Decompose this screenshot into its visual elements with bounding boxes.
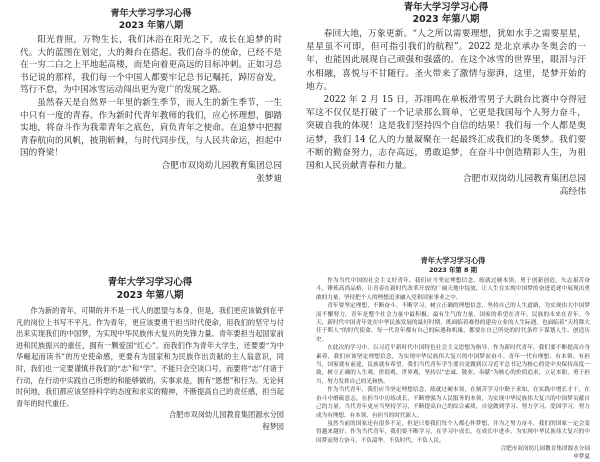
signature-org: 合肥市双岗幼儿园教育集团总园 [161, 160, 282, 171]
essay-paragraph: 虽然春天是自然界一年里的新生季节，而人生的新生季节，一生中只有一度的青春。作为新时代青年教师的我们，应心怀理想，脚踏实地，将奋斗作为我辈青年之底色，肩负青年之使命。在追梦中把握青春航向的风帆，披荆斩棘，与时代同步伐，与人民共命运，担起中国的脊梁！ [20, 97, 282, 159]
signature-name: 张梦迪 [256, 173, 282, 184]
essay-panel-bottom-left [10, 276, 290, 446]
signature-org: 合肥市双岗幼儿园教育集团总园 [462, 174, 586, 185]
signature-name: 申梦夏 [573, 454, 590, 461]
essay-issue: 2023 年第八期 [118, 21, 184, 31]
essay-issue: 2023 年第八期 [412, 14, 480, 25]
essay-paragraph: 虽然当前的国家还有很多不足，但是只要我们每个人都心怀梦想，并为之努力奋斗，我们的国家一定会变得越来越好。作为当代青年，我们要不断学习，在学习中成长，在成长中进步，为实现中华民族伟大复兴的中国梦而努力奋斗，不负韶华，不负时代，不负人民。 [316, 420, 590, 444]
essay-paragraph: 春回大地，万象更新。“人之所以需要理想，犹如水手之需要星星，星星虽不可即，但可指引我们的航程”。2022 是北京承办冬奥会的一年，也能因此展现自己顽强和强盛的。在这个冰雪的世界里，眼泪与汗水相融，喜悦与不甘随行。圣火带来了激情与澎湃，这里，是梦开始的地方。 [306, 29, 586, 92]
signature-name: 程梦园 [262, 421, 284, 431]
essay-issue: 2023 年第八期 [116, 290, 184, 301]
essay-title: 青年大学习学习心得 [420, 256, 486, 265]
essay-title: 青年大学习学习心得 [110, 9, 192, 19]
essay-paragraph: 作为当代中国的社会主义好青年，我们应当坚定理想信念，练就过硬本领，勇于创新创造，矢志艰苦奋斗，锤炼高尚品格，让青春在新时代改革开放的广阔天地中绽放，让人生在实现中国梦的奋进追逐中展现出勇敢的力量，坚持把个人的理想追求融入党和国家事业之中。 [316, 278, 590, 301]
essay-title: 青年大学习学习心得 [403, 2, 489, 13]
signature-org: 合肥市双岗幼儿园教育集团源水分园 [168, 410, 284, 420]
essay-title: 青年大学习学习心得 [107, 277, 193, 288]
signature-name: 高经伟 [559, 187, 586, 198]
essay-panel-top-left [14, 6, 288, 242]
essay-paragraph: 作为当代青年，我们应当坚定理想信念，练就过硬本领，在刻苦学习中勤于求知，在实践中增长才干，在奋斗中磨砺意志，在担当中历练成长，不断增强为人民服务的本领，为实现中华民族伟大复兴的中国梦贡献自己的力量。当代青年更应当坚持学习，不断提高自己的综合素质，自觉做到学习、努力学习、爱国学习，努力成为有理想、有本领、有担当的时代新人。 [316, 387, 590, 419]
essay-paragraph: 在此次的学习中，以习近平新时代中国特色社会主义思想为指导，作为新时代青年，我们要不断提高自身素养，我们应该坚定理想信念，为实现中华民族伟大复兴的中国梦而奋斗。青年一代有理想、有本领、有担当，国家就有前途，民族就有希望。我们当代青年学生要自觉做到以习近平总书记为核心的党中央保持高度一致，树立正确的人生观、价值观、世界观，坚持以“忠诚、敬业、奉献”为核心的价值追求，立足本职，勇于担当，努力发挥自己的光和热。 [316, 345, 590, 385]
essay-issue: 2023 年第 8 期 [428, 266, 478, 274]
essay-panel-top-right [300, 0, 592, 236]
essay-paragraph: 作为新的青年，可期的并不是一代人的愿望与本身，但是，我们更应该做到在平凡的岗位上书写不平凡。作为青年，更应该要勇于担当时代使命，用我们的坚守与付出来实现我们的中国梦，为实现中华民族伟大复兴的先锋力量。青年要担当起国家前进和民族振兴的重任，拥有一颗爱国“红心”。而我们作为青年大学生，还要要“为中华崛起而读书”的历史使命感，更要有为国家和为民族作出贡献的主人翁意识，同时，我们也一定要谨慎并我们的“志”和“学”，不能只会空谈口号，而要将“志”付诸于行动，在行动中实践自己所想的和能够做的，实事求是，拥有“恩想”和行为。无论何时何地，我们都应该坚持科学的态度和求实的精神，不断提高自己的责任感，担当起青年的时代重任。 [16, 306, 284, 408]
essay-panel-bottom-right [312, 256, 594, 461]
essay-paragraph: 2022 年 2 月 15 日，苏翊鸣在单板滑雪男子大跳台比赛中夺得冠军这不仅仅是打破了一个记录那么简单，它更是我国每个人努力奋斗，突破自我的体现！这是我们坚持四个自信的结果！我们每一个人都是奥运梦，我们 14 亿人的力量凝聚在一起最终汇成我们的冬奥梦。我们要不断的勤奋努力，志存高远，勇敢追梦，在奋斗中创造精彩人生，为祖国和人民贡献青春和力量。 [306, 95, 586, 172]
signature-org: 合肥市双岗幼儿园教育集团源水分园 [500, 446, 590, 453]
essay-paragraph: 青年要坚定理想，不断奋斗。不断学习，树立正确的理想信念，坚持自己的人生道路，为实现伟大中国梦而不懈努力。青年是整个社会力量中最积极、最有生气的力量，国家的希望在青年，民族的未来在青年。今天，新时代中国青年处在中华民族发展的最好时期，既面临着难得的建功立业的人生际遇，也面临着“天将降大任于斯人”的时代使命，每一代青年都有自己的际遇和机缘，都要在自己所处的时代条件下谋划人生、创造历史。 [316, 303, 590, 343]
essay-paragraph: 阳光普照，万物生长，我们沐浴在阳光之下，成长在追梦的时代。大的蓝图在划定，大的舞台在搭起。我们奋斗的使命，已经不是在一穷二白之上平地起高楼，而是向着更高远的目标冲刺。正如习总书记说的那样，我们每一个中国人都要牢记总书记嘱托，踔厉奋发，笃行不怠，为中国冰雪运动闯出更为宽广的发展之路。 [20, 35, 282, 96]
